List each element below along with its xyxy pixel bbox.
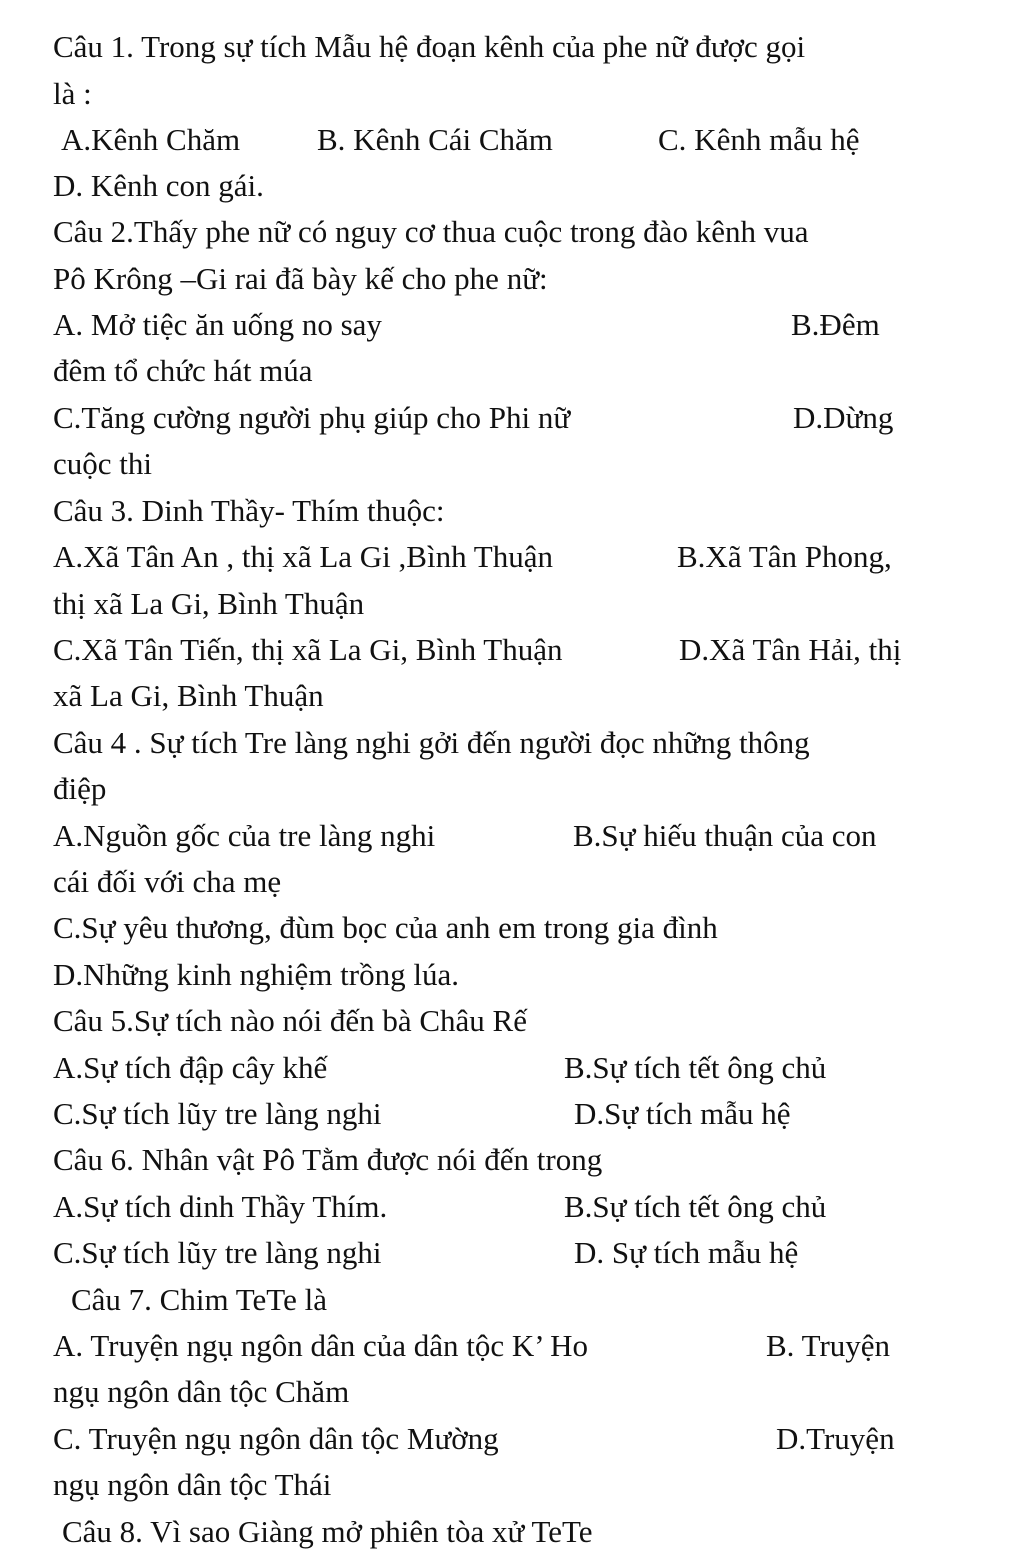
q5-stem: Câu 5.Sự tích nào nói đến bà Châu Rế <box>53 1003 527 1038</box>
q6-option-d: D. Sự tích mẫu hệ <box>574 1235 799 1270</box>
q5-option-c: C.Sự tích lũy tre làng nghi <box>53 1096 382 1131</box>
q7-stem: Câu 7. Chim TeTe là <box>71 1282 327 1317</box>
q4-option-a: A.Nguồn gốc của tre làng nghi <box>53 818 436 853</box>
q2-option-b-cont: đêm tổ chức hát múa <box>53 353 313 388</box>
q2-option-c: C.Tăng cường người phụ giúp cho Phi nữ <box>53 400 571 435</box>
q2-option-d-start: D.Dừng <box>793 400 894 435</box>
q6-option-c: C.Sự tích lũy tre làng nghi <box>53 1235 382 1270</box>
q1-option-a: A.Kênh Chăm <box>61 122 241 157</box>
q6-option-a: A.Sự tích dinh Thầy Thím. <box>53 1189 388 1224</box>
q8-stem: Câu 8. Vì sao Giàng mở phiên tòa xử TeTe <box>62 1514 593 1549</box>
q5-option-b: B.Sự tích tết ông chủ <box>564 1050 827 1085</box>
q1-stem-line2: là : <box>53 76 92 111</box>
q7-option-b-start: B. Truyện <box>766 1328 891 1363</box>
q5-option-a: A.Sự tích đập cây khế <box>53 1050 328 1085</box>
q2-stem-line2: Pô Krông –Gi rai đã bày kế cho phe nữ: <box>53 261 548 296</box>
q1-option-d: D. Kênh con gái. <box>53 168 264 203</box>
q7-option-a: A. Truyện ngụ ngôn dân của dân tộc K’ Ho <box>53 1328 588 1363</box>
q3-option-c: C.Xã Tân Tiến, thị xã La Gi, Bình Thuận <box>53 632 563 667</box>
q1-option-b: B. Kênh Cái Chăm <box>317 122 553 157</box>
q7-option-c: C. Truyện ngụ ngôn dân tộc Mường <box>53 1421 499 1456</box>
q7-option-d-start: D.Truyện <box>776 1421 895 1456</box>
q3-stem: Câu 3. Dinh Thầy- Thím thuộc: <box>53 493 445 528</box>
q2-option-b-start: B.Đêm <box>791 307 880 342</box>
q7-option-d-cont: ngụ ngôn dân tộc Thái <box>53 1467 332 1502</box>
q1-option-c: C. Kênh mẫu hệ <box>658 122 860 157</box>
q6-stem: Câu 6. Nhân vật Pô Tằm được nói đến trong <box>53 1142 603 1177</box>
q4-stem-line1: Câu 4 . Sự tích Tre làng nghi gởi đến người đọc những thông <box>53 725 810 760</box>
q3-option-a: A.Xã Tân An , thị xã La Gi ,Bình Thuận <box>53 539 553 574</box>
q2-option-a: A. Mở tiệc ăn uống no say <box>53 307 382 342</box>
q3-option-d-start: D.Xã Tân Hải, thị <box>679 632 902 667</box>
q4-option-b-start: B.Sự hiếu thuận của con <box>573 818 877 853</box>
q4-option-c: C.Sự yêu thương, đùm bọc của anh em trong gia đình <box>53 910 718 945</box>
q5-option-d: D.Sự tích mẫu hệ <box>574 1096 791 1131</box>
q4-stem-line2: điệp <box>53 771 107 806</box>
q1-stem-line1: Câu 1. Trong sự tích Mẫu hệ đoạn kênh của phe nữ được gọi <box>53 29 806 64</box>
q3-option-b-cont: thị xã La Gi, Bình Thuận <box>53 586 365 621</box>
q2-option-d-cont: cuộc thi <box>53 446 152 481</box>
q2-stem-line1: Câu 2.Thấy phe nữ có nguy cơ thua cuộc trong đào kênh vua <box>53 214 809 249</box>
q3-option-b-start: B.Xã Tân Phong, <box>677 539 892 574</box>
q6-option-b: B.Sự tích tết ông chủ <box>564 1189 827 1224</box>
q3-option-d-cont: xã La Gi, Bình Thuận <box>53 678 324 713</box>
q4-option-d: D.Những kinh nghiệm trồng lúa. <box>53 957 459 992</box>
q7-option-b-cont: ngụ ngôn dân tộc Chăm <box>53 1374 350 1409</box>
q4-option-b-cont: cái đối với cha mẹ <box>53 864 282 899</box>
